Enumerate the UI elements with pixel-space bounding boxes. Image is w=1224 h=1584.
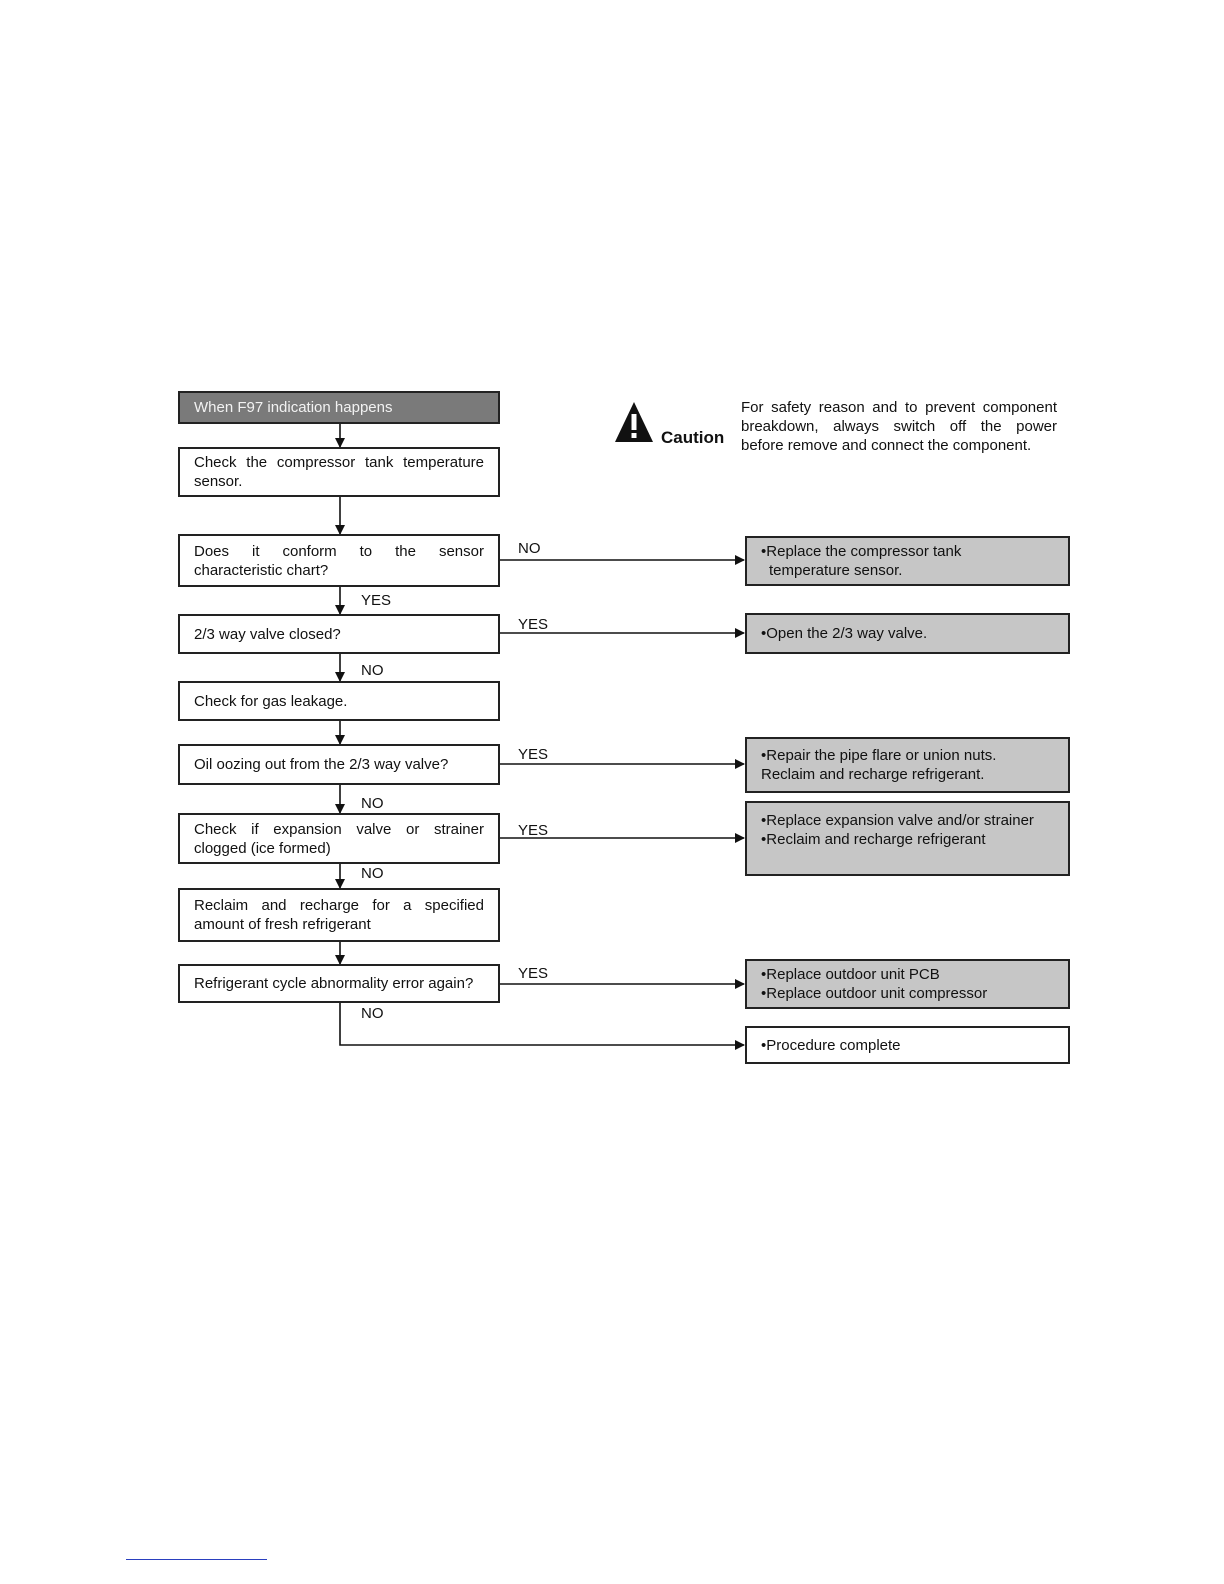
label-sensor-yes: YES bbox=[361, 592, 392, 609]
action-replace-sensor bbox=[745, 536, 1070, 586]
action-text: • Repair the pipe flare or union nuts. bbox=[761, 746, 1054, 765]
step-text: Check the compressor tank temperature bbox=[194, 454, 484, 471]
action-procedure-complete bbox=[745, 1026, 1070, 1064]
action-text: • Replace expansion valve and/or strainer bbox=[761, 811, 1054, 830]
step-text: clogged (ice formed) bbox=[194, 839, 331, 857]
step-gas-leakage bbox=[178, 681, 500, 721]
action-text: • Procedure complete bbox=[761, 1036, 1054, 1055]
step-text: 2/3 way valve closed? bbox=[194, 625, 341, 643]
step-conform-chart bbox=[178, 534, 500, 587]
action-text: Reclaim and recharge refrigerant. bbox=[761, 766, 985, 783]
action-text: temperature sensor. bbox=[769, 562, 903, 579]
step-expansion-valve bbox=[178, 813, 500, 864]
action-text: • Replace the compressor tank bbox=[761, 542, 1054, 561]
step-text: Check for gas leakage. bbox=[194, 692, 348, 710]
step-oil-oozing bbox=[178, 744, 500, 785]
action-text: • Open the 2/3 way valve. bbox=[761, 624, 1054, 643]
label-oil-yes: YES bbox=[518, 746, 549, 763]
action-open-valve bbox=[745, 613, 1070, 654]
label-expansion-yes: YES bbox=[518, 822, 549, 839]
step-text: characteristic chart? bbox=[194, 561, 329, 579]
step-error-again bbox=[178, 964, 500, 1003]
warning-triangle-icon bbox=[613, 400, 655, 444]
label-valve-yes: YES bbox=[518, 616, 549, 633]
action-text: • Replace outdoor unit PCB bbox=[761, 965, 1054, 984]
label-expansion-no: NO bbox=[361, 865, 384, 882]
action-text: • Replace outdoor unit compressor bbox=[761, 984, 1054, 1003]
label-oil-no: NO bbox=[361, 795, 384, 812]
caution-line: For safety reason and to prevent component bbox=[741, 399, 1057, 416]
connector-error-no bbox=[340, 1002, 744, 1045]
step-text: Does it conform to the sensor bbox=[194, 542, 484, 560]
start-text: When F97 indication happens bbox=[194, 399, 393, 416]
step-valve-closed bbox=[178, 614, 500, 654]
start-box bbox=[178, 391, 500, 424]
step-text: Reclaim and recharge for a specified bbox=[194, 897, 484, 914]
step-text: Refrigerant cycle abnormality error again? bbox=[194, 975, 474, 992]
caution-message bbox=[741, 398, 1057, 455]
label-sensor-no: NO bbox=[518, 540, 541, 557]
step-check-sensor bbox=[178, 447, 500, 497]
step-reclaim-recharge bbox=[178, 888, 500, 942]
caution-line: breakdown, always switch off the power bbox=[741, 418, 1057, 435]
caution-line: before remove and connect the component. bbox=[741, 437, 1032, 454]
label-error-yes: YES bbox=[518, 965, 549, 982]
step-text: Oil oozing out from the 2/3 way valve? bbox=[194, 756, 449, 773]
action-replace-expansion bbox=[745, 801, 1070, 876]
label-valve-no: NO bbox=[361, 662, 384, 679]
label-error-no: NO bbox=[361, 1005, 384, 1022]
step-text: amount of fresh refrigerant bbox=[194, 916, 371, 933]
step-text: Check if expansion valve or strainer bbox=[194, 820, 484, 838]
footnote-rule bbox=[126, 1559, 267, 1560]
step-text: sensor. bbox=[194, 473, 243, 490]
action-repair-flare bbox=[745, 737, 1070, 793]
caution-label: Caution bbox=[661, 428, 725, 447]
action-replace-pcb-compressor bbox=[745, 959, 1070, 1009]
action-text: • Reclaim and recharge refrigerant bbox=[761, 830, 1054, 849]
